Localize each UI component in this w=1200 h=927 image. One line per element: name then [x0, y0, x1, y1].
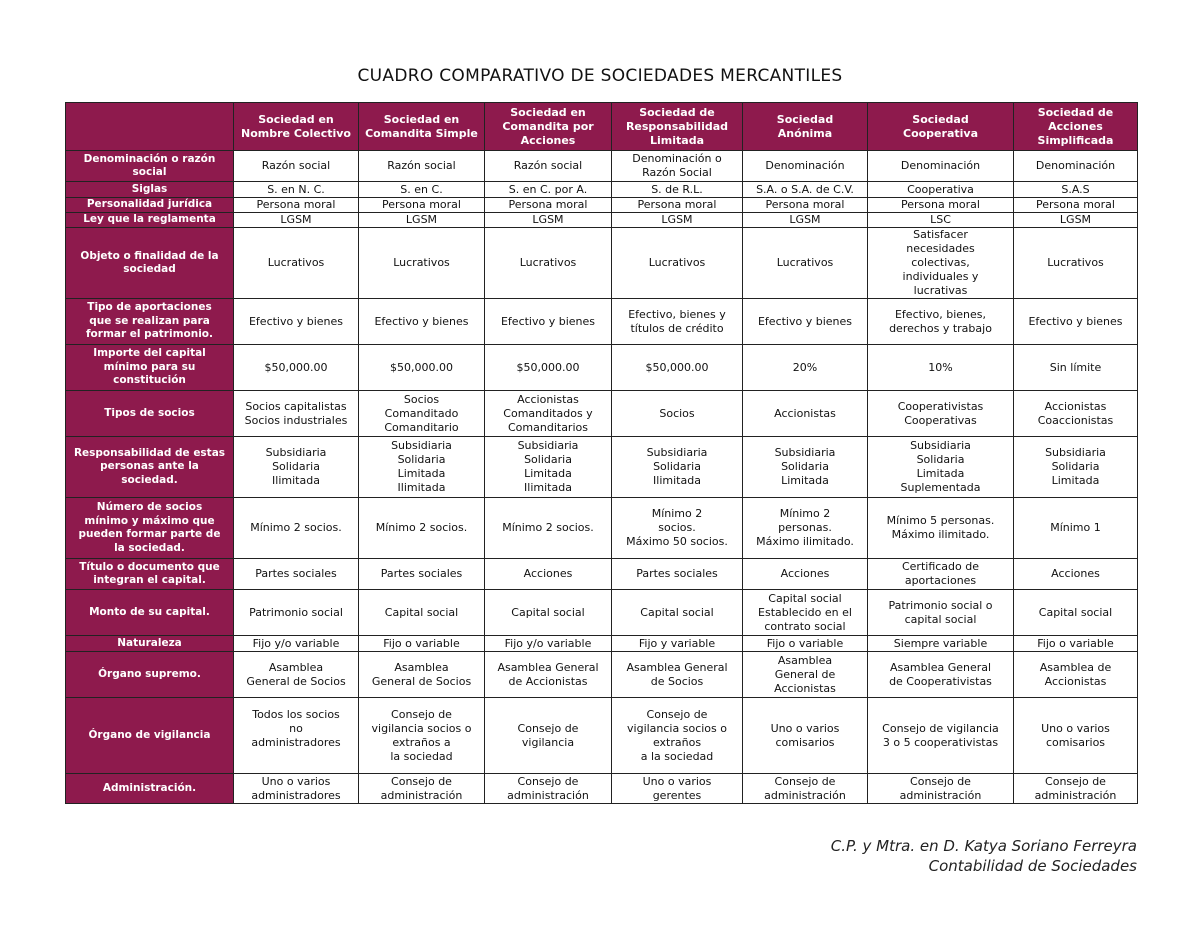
table-cell: Subsidiaria Solidaria Limitada Ilimitada [359, 437, 485, 498]
row-header: Título o documento que integran el capital. [66, 559, 234, 590]
table-cell: Asamblea de Accionistas [1014, 652, 1138, 698]
table-row [66, 498, 1138, 559]
table-cell: LGSM [612, 213, 743, 228]
table-cell: Asamblea General de Socios [612, 652, 743, 698]
table-cell: Partes sociales [359, 559, 485, 590]
table-row [66, 774, 1138, 804]
row-header: Órgano de vigilancia [66, 698, 234, 774]
table-cell: Persona moral [868, 198, 1014, 213]
table-cell: Acciones [485, 559, 612, 590]
table-cell: Consejo de administración [743, 774, 868, 804]
table-cell: Consejo de administración [485, 774, 612, 804]
table-cell: Mínimo 2 socios. [485, 498, 612, 559]
table-cell: S.A. o S.A. de C.V. [743, 182, 868, 198]
table-cell: Denominación [1014, 151, 1138, 182]
column-header-4: Sociedad de Responsabilidad Limitada [612, 103, 743, 151]
row-header: Importe del capital mínimo para su constitución [66, 345, 234, 391]
table-cell: Efectivo y bienes [359, 299, 485, 345]
table-cell: Subsidiaria Solidaria Ilimitada [612, 437, 743, 498]
table-row [66, 228, 1138, 299]
table-cell: Denominación [743, 151, 868, 182]
table-cell: Efectivo, bienes, derechos y trabajo [868, 299, 1014, 345]
table-cell: Consejo de vigilancia [485, 698, 612, 774]
row-header: Tipo de aportaciones que se realizan para formar el patrimonio. [66, 299, 234, 345]
table-cell: Capital social Establecido en el contrato social [743, 590, 868, 636]
table-cell: Efectivo y bienes [234, 299, 359, 345]
table-row [66, 182, 1138, 198]
table-cell: 10% [868, 345, 1014, 391]
row-header: Ley que la reglamenta [66, 213, 234, 228]
table-cell: Consejo de vigilancia socios o extraños a la sociedad [359, 698, 485, 774]
table-cell: LGSM [234, 213, 359, 228]
table-cell: LGSM [359, 213, 485, 228]
page-title: CUADRO COMPARATIVO DE SOCIEDADES MERCANTILES [357, 66, 843, 86]
table-cell: Subsidiaria Solidaria Limitada [1014, 437, 1138, 498]
table-cell: Subsidiaria Solidaria Limitada Ilimitada [485, 437, 612, 498]
table-cell: Accionistas Coaccionistas [1014, 391, 1138, 437]
table-cell: 20% [743, 345, 868, 391]
table-cell: Uno o varios comisarios [1014, 698, 1138, 774]
table-cell: Lucrativos [1014, 228, 1138, 299]
table-cell: Acciones [1014, 559, 1138, 590]
table-cell: Fijo y/o variable [234, 636, 359, 652]
table-row [66, 213, 1138, 228]
table-cell: S.A.S [1014, 182, 1138, 198]
table-cell: Fijo o variable [359, 636, 485, 652]
table-row [66, 652, 1138, 698]
table-cell: Socios Comanditado Comanditario [359, 391, 485, 437]
table-cell: Cooperativistas Cooperativas [868, 391, 1014, 437]
table-cell: $50,000.00 [359, 345, 485, 391]
table-cell: Consejo de administración [1014, 774, 1138, 804]
table-cell: Uno o varios comisarios [743, 698, 868, 774]
row-header: Siglas [66, 182, 234, 198]
row-header: Objeto o finalidad de la sociedad [66, 228, 234, 299]
table-row [66, 198, 1138, 213]
table-cell: Denominación o Razón Social [612, 151, 743, 182]
table-cell: Lucrativos [485, 228, 612, 299]
table-cell: Lucrativos [612, 228, 743, 299]
table-cell: Persona moral [612, 198, 743, 213]
column-header-3: Sociedad en Comandita por Acciones [485, 103, 612, 151]
table-cell: Fijo o variable [743, 636, 868, 652]
table-cell: Fijo y/o variable [485, 636, 612, 652]
table-cell: Capital social [359, 590, 485, 636]
footer [831, 836, 1137, 876]
table-cell: Capital social [1014, 590, 1138, 636]
footer-author: C.P. y Mtra. en D. Katya Soriano Ferreyra [830, 837, 1137, 855]
table-cell: Mínimo 5 personas. Máximo ilimitado. [868, 498, 1014, 559]
column-header-7: Sociedad de Acciones Simplificada [1014, 103, 1138, 151]
header-corner [66, 103, 234, 151]
table-cell: S. en C. por A. [485, 182, 612, 198]
column-header-6: Sociedad Cooperativa [868, 103, 1014, 151]
table-cell: Socios capitalistas Socios industriales [234, 391, 359, 437]
table-cell: Sin límite [1014, 345, 1138, 391]
table-row [66, 437, 1138, 498]
table-cell: Efectivo y bienes [485, 299, 612, 345]
table-row [66, 698, 1138, 774]
row-header: Denominación o razón social [66, 151, 234, 182]
column-header-5: Sociedad Anónima [743, 103, 868, 151]
table-cell: Razón social [485, 151, 612, 182]
row-header: Monto de su capital. [66, 590, 234, 636]
column-header-1: Sociedad en Nombre Colectivo [234, 103, 359, 151]
table-cell: Asamblea General de Socios [234, 652, 359, 698]
table-cell: Persona moral [359, 198, 485, 213]
table-cell: Asamblea General de Accionistas [743, 652, 868, 698]
table-row [66, 151, 1138, 182]
table-cell: Socios [612, 391, 743, 437]
table-cell: Siempre variable [868, 636, 1014, 652]
row-header: Tipos de socios [66, 391, 234, 437]
table-cell: Certificado de aportaciones [868, 559, 1014, 590]
table-cell: Cooperativa [868, 182, 1014, 198]
table-cell: LGSM [485, 213, 612, 228]
table-cell: LGSM [1014, 213, 1138, 228]
table-cell: Mínimo 2 personas. Máximo ilimitado. [743, 498, 868, 559]
row-header: Número de socios mínimo y máximo que pueden formar parte de la sociedad. [66, 498, 234, 559]
table-cell: Efectivo y bienes [743, 299, 868, 345]
table-cell: Satisfacer necesidades colectivas, individuales y lucrativas [868, 228, 1014, 299]
table-cell: Efectivo, bienes y títulos de crédito [612, 299, 743, 345]
table-cell: Asamblea General de Cooperativistas [868, 652, 1014, 698]
row-header: Órgano supremo. [66, 652, 234, 698]
row-header: Naturaleza [66, 636, 234, 652]
footer-course: Contabilidad de Sociedades [928, 857, 1137, 875]
table-cell: Lucrativos [234, 228, 359, 299]
table-cell: Consejo de administración [868, 774, 1014, 804]
table-cell: Mínimo 2 socios. [234, 498, 359, 559]
table-body [66, 151, 1138, 804]
table-cell: Persona moral [743, 198, 868, 213]
table-row [66, 590, 1138, 636]
table-row [66, 299, 1138, 345]
table-row [66, 391, 1138, 437]
table-cell: Accionistas Comanditados y Comanditarios [485, 391, 612, 437]
table-cell: Persona moral [234, 198, 359, 213]
table-row [66, 559, 1138, 590]
table-cell: Razón social [359, 151, 485, 182]
table-cell: Consejo de vigilancia socios o extraños a la sociedad [612, 698, 743, 774]
table-cell: Patrimonio social [234, 590, 359, 636]
table-cell: Fijo o variable [1014, 636, 1138, 652]
table-cell: LSC [868, 213, 1014, 228]
table-cell: Acciones [743, 559, 868, 590]
table-cell: Patrimonio social o capital social [868, 590, 1014, 636]
table-cell: Mínimo 1 [1014, 498, 1138, 559]
row-header: Personalidad jurídica [66, 198, 234, 213]
table-cell: S. de R.L. [612, 182, 743, 198]
table-cell: Todos los socios no administradores [234, 698, 359, 774]
table-cell: Persona moral [1014, 198, 1138, 213]
table-cell: Persona moral [485, 198, 612, 213]
table-cell: Consejo de vigilancia 3 o 5 cooperativistas [868, 698, 1014, 774]
comparison-table [65, 102, 1138, 804]
table-cell: Consejo de administración [359, 774, 485, 804]
table-cell: Denominación [868, 151, 1014, 182]
table-cell: Uno o varios administradores [234, 774, 359, 804]
table-cell: Mínimo 2 socios. [359, 498, 485, 559]
table-cell: Capital social [612, 590, 743, 636]
table-cell: LGSM [743, 213, 868, 228]
table-cell: Asamblea General de Accionistas [485, 652, 612, 698]
row-header: Responsabilidad de estas personas ante la sociedad. [66, 437, 234, 498]
table-cell: Partes sociales [612, 559, 743, 590]
table-cell: Uno o varios gerentes [612, 774, 743, 804]
row-header: Administración. [66, 774, 234, 804]
table-cell: Subsidiaria Solidaria Limitada [743, 437, 868, 498]
table-cell: Capital social [485, 590, 612, 636]
table-cell: $50,000.00 [234, 345, 359, 391]
table-cell: Accionistas [743, 391, 868, 437]
table-row [66, 636, 1138, 652]
table-cell: Lucrativos [743, 228, 868, 299]
table-cell: Partes sociales [234, 559, 359, 590]
header-row [66, 103, 1138, 151]
table-cell: Subsidiaria Solidaria Limitada Suplementada [868, 437, 1014, 498]
table-cell: $50,000.00 [485, 345, 612, 391]
table-cell: S. en N. C. [234, 182, 359, 198]
table-cell: S. en C. [359, 182, 485, 198]
table-cell: Asamblea General de Socios [359, 652, 485, 698]
column-header-2: Sociedad en Comandita Simple [359, 103, 485, 151]
table-cell: Fijo y variable [612, 636, 743, 652]
table-cell: Lucrativos [359, 228, 485, 299]
table-cell: Efectivo y bienes [1014, 299, 1138, 345]
table-cell: $50,000.00 [612, 345, 743, 391]
table-cell: Mínimo 2 socios. Máximo 50 socios. [612, 498, 743, 559]
table-cell: Subsidiaria Solidaria Ilimitada [234, 437, 359, 498]
table-cell: Razón social [234, 151, 359, 182]
table-row [66, 345, 1138, 391]
